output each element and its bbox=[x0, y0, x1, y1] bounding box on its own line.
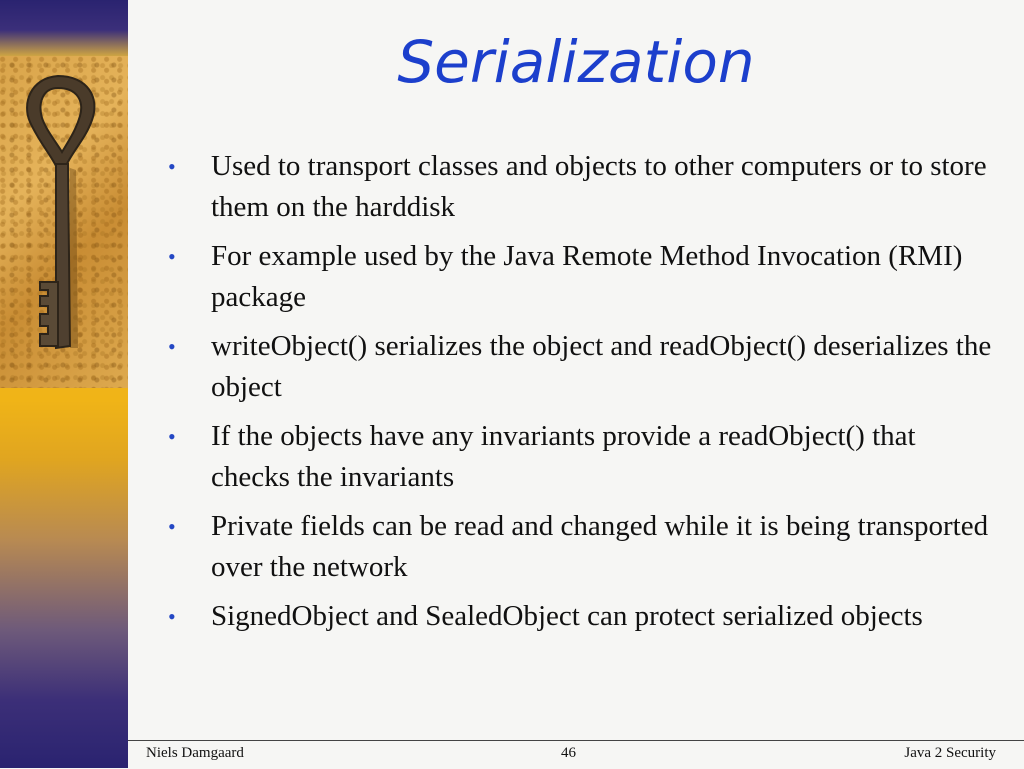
sidebar-photo bbox=[0, 56, 128, 388]
bullet-icon: • bbox=[168, 604, 176, 629]
bullet-text: SignedObject and SealedObject can protect serialized objects bbox=[211, 600, 923, 632]
bullet-icon: • bbox=[168, 244, 176, 269]
list-item bbox=[166, 146, 996, 228]
old-key-icon bbox=[0, 56, 128, 388]
bullet-icon: • bbox=[168, 154, 176, 179]
list-item bbox=[166, 236, 996, 318]
bullet-icon: • bbox=[168, 514, 176, 539]
footer-page-number: 46 bbox=[561, 745, 576, 761]
footer-author: Niels Damgaard bbox=[146, 745, 244, 761]
slide-title: Serialization bbox=[397, 28, 755, 96]
slide-footer bbox=[128, 740, 1024, 769]
list-item bbox=[166, 596, 996, 637]
bullet-icon: • bbox=[168, 424, 176, 449]
list-item bbox=[166, 326, 996, 408]
decorative-sidebar bbox=[0, 0, 128, 768]
bullet-text: If the objects have any invariants provide a readObject() that checks the invariants bbox=[211, 420, 916, 493]
bullet-list bbox=[166, 146, 996, 645]
list-item bbox=[166, 506, 996, 588]
bullet-text: For example used by the Java Remote Method Invocation (RMI) package bbox=[211, 240, 963, 313]
bullet-text: Used to transport classes and objects to other computers or to store them on the harddisk bbox=[211, 150, 987, 223]
footer-course: Java 2 Security bbox=[904, 745, 996, 761]
bullet-text: writeObject() serializes the object and readObject() deserializes the object bbox=[211, 330, 992, 403]
bullet-text: Private fields can be read and changed while it is being transported over the network bbox=[211, 510, 989, 583]
bullet-icon: • bbox=[168, 334, 176, 359]
list-item bbox=[166, 416, 996, 498]
